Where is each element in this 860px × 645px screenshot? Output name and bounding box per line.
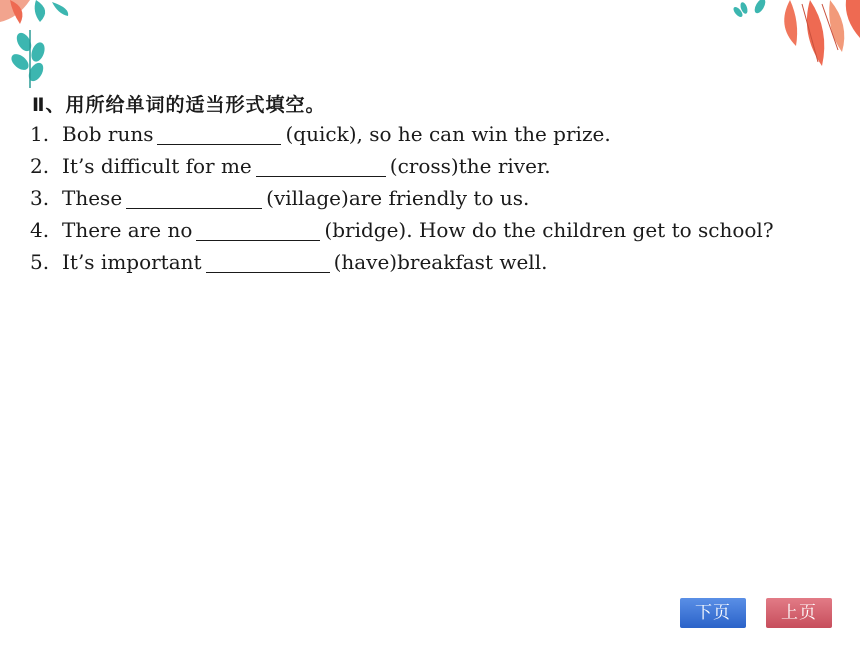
question-hint: (quick) bbox=[285, 122, 357, 146]
question-hint: (bridge) bbox=[324, 218, 407, 242]
question-2 bbox=[30, 150, 774, 182]
question-5 bbox=[30, 246, 774, 278]
answer-blank-1[interactable] bbox=[157, 124, 281, 145]
question-text-after: the river. bbox=[458, 154, 551, 178]
answer-blank-4[interactable] bbox=[196, 220, 320, 241]
question-hint: (village) bbox=[266, 186, 349, 210]
question-number: 5. bbox=[30, 250, 50, 274]
question-text-after: are friendly to us. bbox=[348, 186, 530, 210]
question-hint: (cross) bbox=[389, 154, 459, 178]
leaf-decoration-right-icon bbox=[730, 0, 860, 70]
answer-blank-3[interactable] bbox=[126, 188, 262, 209]
section-title: Ⅱ、用所给单词的适当形式填空。 bbox=[32, 94, 326, 116]
question-text-before: It’s difficult for me bbox=[62, 154, 252, 178]
question-text-before: There are no bbox=[62, 218, 193, 242]
question-list bbox=[30, 118, 774, 278]
question-text-before: These bbox=[62, 186, 123, 210]
question-number: 4. bbox=[30, 218, 50, 242]
next-page-button[interactable]: 下页 bbox=[680, 598, 746, 628]
question-number: 1. bbox=[30, 122, 50, 146]
leaf-decoration-left-icon bbox=[0, 0, 80, 90]
answer-blank-5[interactable] bbox=[206, 252, 330, 273]
question-text-after: , so he can win the prize. bbox=[356, 122, 611, 146]
answer-blank-2[interactable] bbox=[256, 156, 386, 177]
question-text-before: It’s important bbox=[62, 250, 202, 274]
question-text-before: Bob runs bbox=[62, 122, 154, 146]
question-3 bbox=[30, 182, 774, 214]
question-number: 2. bbox=[30, 154, 50, 178]
question-4 bbox=[30, 214, 774, 246]
question-text-after: breakfast well. bbox=[397, 250, 548, 274]
question-1 bbox=[30, 118, 774, 150]
previous-page-button[interactable]: 上页 bbox=[766, 598, 832, 628]
question-hint: (have) bbox=[333, 250, 398, 274]
question-text-after: . How do the children get to school? bbox=[406, 218, 774, 242]
question-number: 3. bbox=[30, 186, 50, 210]
